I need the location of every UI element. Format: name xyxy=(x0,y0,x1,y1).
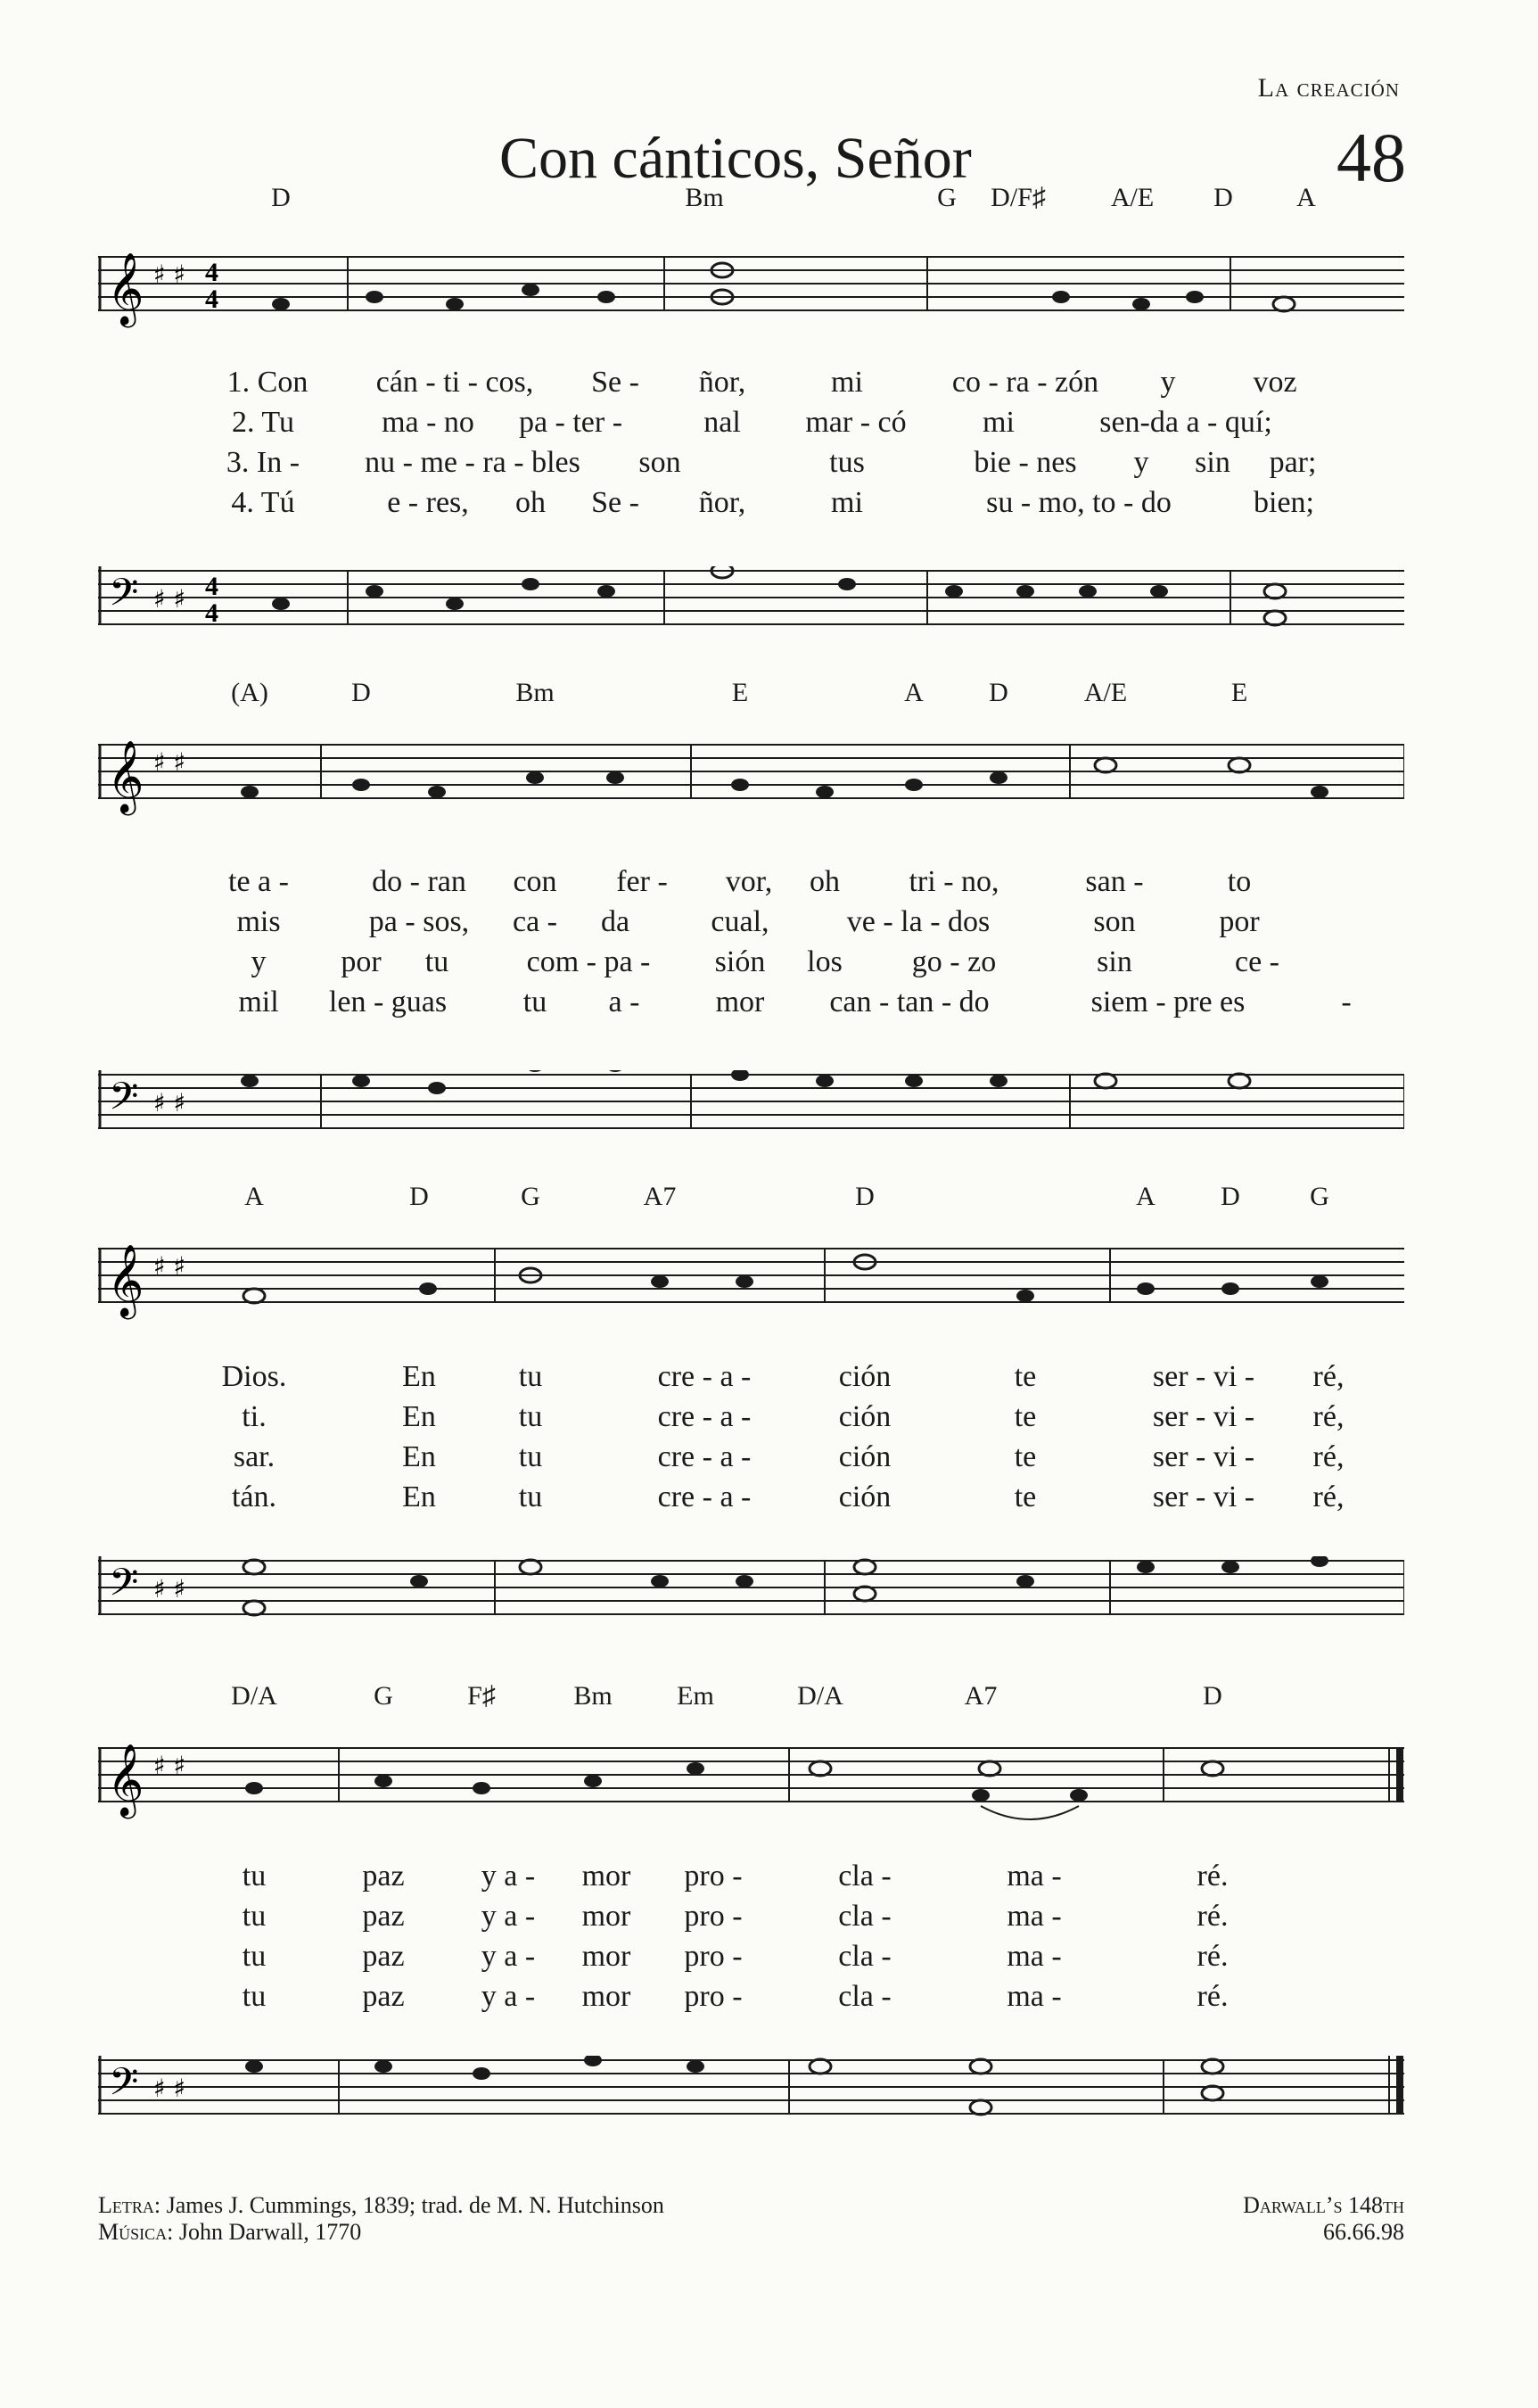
verse-line-2 xyxy=(98,1400,1404,1440)
lyric-syllable: cre - a - xyxy=(657,1400,752,1433)
lyric-syllable: sin xyxy=(1097,945,1132,978)
section-title: La creación xyxy=(1257,73,1400,103)
lyric-syllable: son xyxy=(1093,905,1136,938)
lyric-syllable: a - xyxy=(608,985,640,1018)
lyric-syllable: do - ran xyxy=(372,865,466,898)
lyric-syllable: En xyxy=(402,1360,436,1393)
credits-right xyxy=(1243,2192,1404,2246)
svg-text:4: 4 xyxy=(205,598,218,628)
lyric-syllable: mor xyxy=(581,1940,631,1973)
svg-text:♯ ♯: ♯ ♯ xyxy=(153,584,185,614)
treble-clef-icon: 𝄞 xyxy=(107,252,144,325)
music-system-1 xyxy=(98,183,1404,678)
svg-text:♯ ♯: ♯ ♯ xyxy=(153,747,185,777)
lyric-syllable: ser - vi - xyxy=(1152,1400,1255,1433)
lyrics-block xyxy=(98,1860,1404,2020)
lyric-syllable: mor xyxy=(581,1860,631,1893)
music-credit xyxy=(98,2219,664,2246)
chord-symbol: D/F♯ xyxy=(991,183,1046,212)
chord-symbol: A/E xyxy=(1083,678,1128,707)
lyric-syllable: ción xyxy=(838,1360,892,1393)
tune-name: Darwall’s 148th xyxy=(1243,2192,1404,2218)
hymn-number: 48 xyxy=(1336,119,1406,196)
lyrics-block xyxy=(98,1360,1404,1521)
lyric-syllable: por xyxy=(341,945,382,978)
lyric-syllable: te xyxy=(1014,1360,1037,1393)
lyric-syllable: ré. xyxy=(1197,1900,1229,1933)
bass-staff xyxy=(98,566,1404,647)
letra-label: Letra: xyxy=(98,2192,161,2218)
lyric-syllable: ré. xyxy=(1197,1940,1229,1973)
lyric-syllable: pro - xyxy=(684,1940,743,1973)
lyric-syllable: y xyxy=(1133,446,1149,479)
lyric-syllable: te xyxy=(1014,1440,1037,1473)
lyric-syllable: tán. xyxy=(231,1480,277,1513)
lyric-syllable: ré. xyxy=(1197,1860,1229,1893)
lyric-syllable: ré, xyxy=(1312,1360,1345,1393)
lyric-syllable: ré, xyxy=(1312,1440,1345,1473)
lyric-syllable: nu - me - ra - bles xyxy=(365,446,580,479)
verse-line-4 xyxy=(98,1480,1404,1521)
lyric-syllable: sen-da a - quí; xyxy=(1099,406,1272,439)
musica-label: Música: xyxy=(98,2219,174,2245)
chord-symbol: D/A xyxy=(231,1681,277,1711)
treble-staff xyxy=(98,1244,1404,1324)
chord-symbol: G xyxy=(1310,1182,1329,1211)
lyric-syllable: tus xyxy=(829,446,865,479)
lyric-syllable: mar - có xyxy=(805,406,907,439)
credits-left xyxy=(98,2192,664,2246)
svg-text:4: 4 xyxy=(205,285,218,314)
verse-line-4 xyxy=(98,486,1404,526)
lyric-syllable: y a - xyxy=(481,1980,536,2013)
lyric-syllable: y xyxy=(251,945,267,978)
lyric-syllable: cán - ti - cos, xyxy=(375,366,534,399)
lyric-syllable: ser - vi - xyxy=(1152,1480,1255,1513)
lyric-syllable: ser - vi - xyxy=(1152,1440,1255,1473)
lyric-syllable: pro - xyxy=(684,1900,743,1933)
lyric-syllable: pro - xyxy=(684,1980,743,2013)
lyric-syllable: tu xyxy=(242,1860,267,1893)
chord-symbol: Bm xyxy=(515,678,555,707)
lyric-syllable: ré, xyxy=(1312,1400,1345,1433)
lyric-syllable: tu xyxy=(242,1940,267,1973)
treble-staff xyxy=(98,1744,1404,1824)
lyric-syllable: ma - xyxy=(1007,1940,1062,1973)
lyric-syllable: fer - xyxy=(616,865,668,898)
lyric-syllable: En xyxy=(402,1400,436,1433)
lyric-syllable: tu xyxy=(518,1440,543,1473)
musica-text: John Darwall, 1770 xyxy=(178,2219,362,2245)
lyric-syllable: ca - xyxy=(512,905,558,938)
verse-line-1 xyxy=(98,865,1404,905)
verse-line-1 xyxy=(98,1360,1404,1400)
lyric-syllable: sión xyxy=(714,945,766,978)
chord-symbol: G xyxy=(521,1182,540,1211)
chord-symbol: A7 xyxy=(964,1681,998,1711)
bass-clef-icon: 𝄢 xyxy=(109,2060,139,2114)
lyric-syllable: pro - xyxy=(684,1860,743,1893)
lyric-syllable: los xyxy=(807,945,843,978)
lyric-syllable: tu xyxy=(424,945,449,978)
lyric-syllable: cla - xyxy=(838,1980,892,2013)
lyric-syllable: ción xyxy=(838,1400,892,1433)
lyric-syllable: su - mo, to - do xyxy=(986,486,1172,519)
lyric-syllable: mor xyxy=(715,985,765,1018)
lyric-syllable: tu xyxy=(518,1480,543,1513)
lyric-syllable: te xyxy=(1014,1400,1037,1433)
music-system-2 xyxy=(98,678,1404,1182)
lyric-syllable: ce - xyxy=(1234,945,1280,978)
treble-clef-icon: 𝄞 xyxy=(107,740,144,812)
svg-text:♯ ♯: ♯ ♯ xyxy=(153,2074,185,2103)
lyric-syllable: y a - xyxy=(481,1900,536,1933)
verse-line-4 xyxy=(98,985,1404,1026)
svg-text:♯ ♯: ♯ ♯ xyxy=(153,1751,185,1780)
text-credit xyxy=(98,2192,664,2219)
lyric-syllable: - xyxy=(1341,985,1352,1018)
lyric-syllable: con xyxy=(513,865,557,898)
lyric-syllable: Se - xyxy=(591,366,639,399)
meter: 66.66.98 xyxy=(1323,2219,1404,2245)
chord-symbol: E xyxy=(1230,678,1248,707)
verse-line-1 xyxy=(98,366,1404,406)
lyric-syllable: En xyxy=(402,1440,436,1473)
lyric-syllable: tu xyxy=(518,1400,543,1433)
verse-line-3 xyxy=(98,1940,1404,1980)
lyric-syllable: sar. xyxy=(233,1440,276,1473)
chord-symbol: A/E xyxy=(1110,183,1155,212)
lyric-syllable: oh xyxy=(810,865,840,898)
lyric-syllable: 4. Tú xyxy=(231,486,295,519)
verse-line-2 xyxy=(98,406,1404,446)
lyric-syllable: y a - xyxy=(481,1860,536,1893)
bass-staff xyxy=(98,2056,1404,2136)
chord-symbol: A xyxy=(904,678,924,707)
verse-line-1 xyxy=(98,1860,1404,1900)
lyric-syllable: tu xyxy=(242,1980,267,2013)
lyric-syllable: ción xyxy=(838,1440,892,1473)
verse-line-2 xyxy=(98,1900,1404,1940)
lyric-syllable: da xyxy=(600,905,630,938)
bass-clef-icon: 𝄢 xyxy=(109,1561,139,1614)
lyric-syllable: to xyxy=(1227,865,1252,898)
svg-text:4: 4 xyxy=(205,572,218,601)
chord-symbol: A7 xyxy=(643,1182,677,1211)
chord-symbol: F♯ xyxy=(467,1681,496,1711)
lyric-syllable: tu xyxy=(242,1900,267,1933)
lyric-syllable: ñor, xyxy=(698,366,746,399)
lyric-syllable: vor, xyxy=(725,865,773,898)
chord-symbol: D xyxy=(271,183,291,212)
chord-symbol: Bm xyxy=(685,183,724,212)
lyric-syllable: mi xyxy=(831,366,863,399)
lyric-syllable: can - tan - do xyxy=(829,985,990,1018)
bass-staff xyxy=(98,1556,1404,1637)
chord-symbol: (A) xyxy=(231,678,268,707)
chord-symbol: D xyxy=(1203,1681,1222,1711)
lyric-syllable: ve - la - dos xyxy=(846,905,991,938)
lyric-syllable: ré. xyxy=(1197,1980,1229,2013)
lyric-syllable: cla - xyxy=(838,1900,892,1933)
lyric-syllable: paz xyxy=(362,1980,405,2013)
lyric-syllable: go - zo xyxy=(911,945,997,978)
chord-symbol: D/A xyxy=(797,1681,843,1711)
lyric-syllable: Se - xyxy=(591,486,639,519)
lyric-syllable: cla - xyxy=(838,1860,892,1893)
svg-text:♯ ♯: ♯ ♯ xyxy=(153,1574,185,1604)
lyric-syllable: te a - xyxy=(228,865,289,898)
chord-symbol: D xyxy=(1221,1182,1240,1211)
treble-clef-icon: 𝄞 xyxy=(107,1744,144,1816)
chord-symbol: Em xyxy=(677,1681,714,1711)
lyric-syllable: san - xyxy=(1085,865,1144,898)
chord-row xyxy=(98,1182,1404,1217)
lyric-syllable: ma - no xyxy=(382,406,474,439)
chord-symbol: Bm xyxy=(573,1681,613,1711)
lyric-syllable: oh xyxy=(515,486,546,519)
svg-text:♯ ♯: ♯ ♯ xyxy=(153,260,185,289)
chord-row xyxy=(98,678,1404,713)
lyric-syllable: te xyxy=(1014,1480,1037,1513)
lyric-syllable: mor xyxy=(581,1900,631,1933)
lyric-syllable: son xyxy=(638,446,681,479)
treble-staff xyxy=(98,740,1404,821)
lyric-syllable: ti. xyxy=(242,1400,267,1433)
chord-symbol: D xyxy=(989,678,1008,707)
chord-symbol: G xyxy=(374,1681,393,1711)
lyric-syllable: ma - xyxy=(1007,1860,1062,1893)
bass-clef-icon: 𝄢 xyxy=(109,571,139,624)
lyric-syllable: mi xyxy=(831,486,863,519)
lyric-syllable: cual, xyxy=(711,905,769,938)
lyric-syllable: co - ra - zón xyxy=(951,366,1099,399)
chord-symbol: D xyxy=(855,1182,875,1211)
lyric-syllable: cre - a - xyxy=(657,1480,752,1513)
lyric-syllable: siem - pre es xyxy=(1090,985,1246,1018)
lyric-syllable: tu xyxy=(522,985,547,1018)
chord-symbol: G xyxy=(937,183,957,212)
bass-staff xyxy=(98,1070,1404,1150)
chord-symbol: A xyxy=(244,1182,264,1211)
lyric-syllable: sin xyxy=(1195,446,1230,479)
lyric-syllable: com - pa - xyxy=(526,945,651,978)
lyric-syllable: 3. In - xyxy=(226,446,300,479)
lyric-syllable: par; xyxy=(1269,446,1317,479)
lyric-syllable: Dios. xyxy=(221,1360,287,1393)
lyric-syllable: len - guas xyxy=(328,985,448,1018)
svg-text:♯ ♯: ♯ ♯ xyxy=(153,1088,185,1117)
treble-clef-icon: 𝄞 xyxy=(107,1244,144,1316)
lyric-syllable: ñor, xyxy=(698,486,746,519)
chord-symbol: D xyxy=(351,678,371,707)
verse-line-2 xyxy=(98,905,1404,945)
lyric-syllable: 1. Con xyxy=(226,366,308,399)
lyric-syllable: ma - xyxy=(1007,1980,1062,2013)
treble-staff xyxy=(98,252,1404,333)
lyric-syllable: mil xyxy=(238,985,279,1018)
svg-text:♯ ♯: ♯ ♯ xyxy=(153,1251,185,1281)
letra-text: James J. Cummings, 1839; trad. de M. N. Hutchinson xyxy=(166,2192,664,2218)
chord-symbol: E xyxy=(731,678,749,707)
lyric-syllable: En xyxy=(402,1480,436,1513)
lyric-syllable: y xyxy=(1160,366,1176,399)
lyric-syllable: voz xyxy=(1253,366,1297,399)
chord-row xyxy=(98,183,1404,219)
lyric-syllable: ré, xyxy=(1312,1480,1345,1513)
verse-line-3 xyxy=(98,945,1404,985)
lyric-syllable: nal xyxy=(703,406,741,439)
lyric-syllable: e - res, xyxy=(387,486,469,519)
chord-symbol: D xyxy=(409,1182,429,1211)
lyric-syllable: tri - no, xyxy=(909,865,999,898)
verse-line-4 xyxy=(98,1980,1404,2020)
music-system-3 xyxy=(98,1182,1404,1681)
lyric-syllable: y a - xyxy=(481,1940,536,1973)
lyric-syllable: paz xyxy=(362,1860,405,1893)
lyric-syllable: cla - xyxy=(838,1940,892,1973)
lyric-syllable: 2. Tu xyxy=(232,406,294,439)
lyric-syllable: bien; xyxy=(1254,486,1314,519)
lyric-syllable: bie - nes xyxy=(974,446,1077,479)
lyric-syllable: ción xyxy=(838,1480,892,1513)
verse-line-3 xyxy=(98,1440,1404,1480)
lyric-syllable: mis xyxy=(236,905,281,938)
lyric-syllable: paz xyxy=(362,1940,405,1973)
music-system-4 xyxy=(98,1681,1404,2181)
bass-clef-icon: 𝄢 xyxy=(109,1075,139,1128)
lyric-syllable: cre - a - xyxy=(657,1440,752,1473)
lyric-syllable: pa - sos, xyxy=(368,905,470,938)
chord-symbol: A xyxy=(1136,1182,1156,1211)
lyric-syllable: mor xyxy=(581,1980,631,2013)
verse-line-3 xyxy=(98,446,1404,486)
lyric-syllable: por xyxy=(1219,905,1260,938)
lyrics-block xyxy=(98,366,1404,526)
lyric-syllable: ser - vi - xyxy=(1152,1360,1255,1393)
chord-symbol: A xyxy=(1296,183,1316,212)
svg-text:4: 4 xyxy=(205,258,218,287)
chord-symbol: D xyxy=(1213,183,1233,212)
chord-row xyxy=(98,1681,1404,1717)
hymn-title: Con cánticos, Señor xyxy=(499,126,972,191)
lyrics-block xyxy=(98,865,1404,1026)
lyric-syllable: cre - a - xyxy=(657,1360,752,1393)
lyric-syllable: paz xyxy=(362,1900,405,1933)
lyric-syllable: ma - xyxy=(1007,1900,1062,1933)
lyric-syllable: mi xyxy=(983,406,1015,439)
lyric-syllable: pa - ter - xyxy=(518,406,623,439)
lyric-syllable: tu xyxy=(518,1360,543,1393)
